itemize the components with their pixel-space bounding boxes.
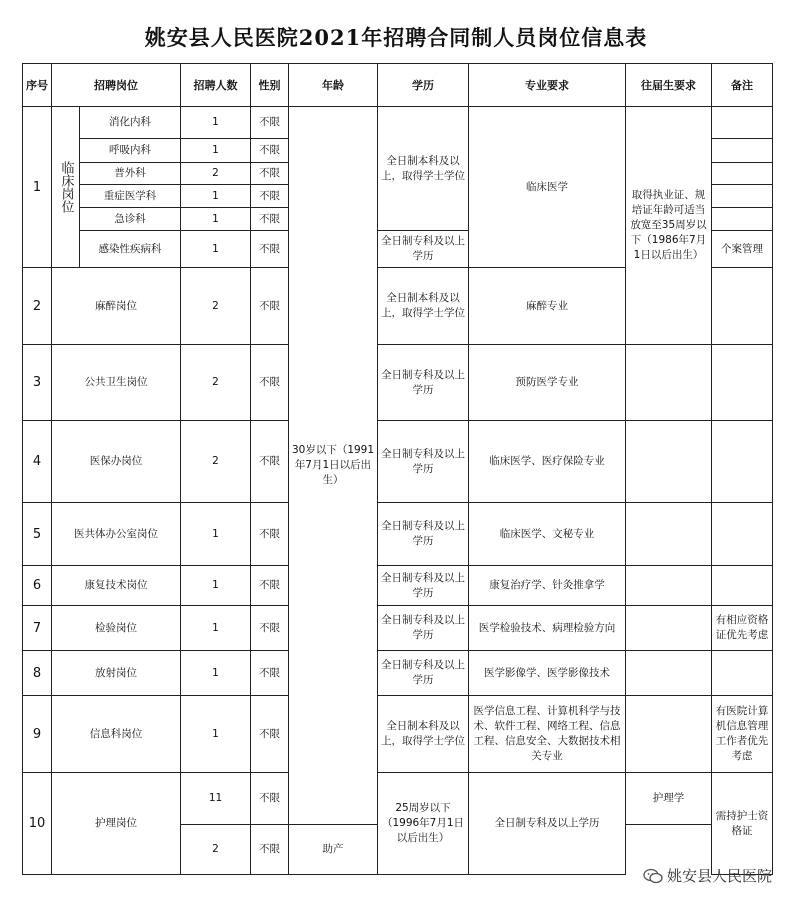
- remark-cell: 有相应资格证优先考虑: [712, 606, 773, 651]
- count-cell: 1: [181, 503, 251, 566]
- sex-cell: 不限: [251, 566, 289, 606]
- previous-grad-cell: [626, 606, 712, 651]
- major-cell: 助产: [289, 825, 378, 875]
- group-label: 临床岗位: [52, 107, 80, 268]
- post-cell: 护理岗位: [52, 773, 181, 875]
- major-cell: 临床医学、医疗保险专业: [469, 421, 626, 503]
- header-age: 年龄: [289, 64, 378, 107]
- major-cell: 护理学: [626, 773, 712, 825]
- table-row: [23, 566, 773, 606]
- count-cell: 1: [181, 696, 251, 773]
- remark-cell: [712, 345, 773, 421]
- major-cell: 预防医学专业: [469, 345, 626, 421]
- header-no: 序号: [23, 64, 52, 107]
- age-cell: 25周岁以下（1996年7月1日以后出生）: [378, 773, 469, 875]
- major-cell: 医学检验技术、病理检验方向: [469, 606, 626, 651]
- education-cell: 全日制本科及以上，取得学士学位: [378, 696, 469, 773]
- remark-cell: [712, 185, 773, 208]
- sex-cell: 不限: [251, 139, 289, 163]
- previous-grad-cell: [626, 503, 712, 566]
- sex-cell: 不限: [251, 231, 289, 268]
- previous-grad-cell: [626, 651, 712, 696]
- row-number: 2: [23, 268, 52, 345]
- previous-grad-cell: [626, 696, 712, 773]
- table-row: [23, 651, 773, 696]
- header-education: 学历: [378, 64, 469, 107]
- count-cell: 2: [181, 421, 251, 503]
- sex-cell: 不限: [251, 773, 289, 825]
- count-cell: 1: [181, 231, 251, 268]
- sex-cell: 不限: [251, 107, 289, 139]
- table-row: [23, 773, 773, 825]
- education-cell: 全日制专科及以上学历: [378, 345, 469, 421]
- education-cell: 全日制本科及以上，取得学士学位: [378, 107, 469, 231]
- education-cell: 全日制专科及以上学历: [378, 421, 469, 503]
- count-cell: 11: [181, 773, 251, 825]
- count-cell: 1: [181, 606, 251, 651]
- row-number: 7: [23, 606, 52, 651]
- education-cell: 全日制专科及以上学历: [378, 651, 469, 696]
- table-row: [23, 107, 773, 139]
- sex-cell: 不限: [251, 268, 289, 345]
- sex-cell: 不限: [251, 503, 289, 566]
- count-cell: 2: [181, 825, 251, 875]
- row-number: 10: [23, 773, 52, 875]
- post-cell: 信息科岗位: [52, 696, 181, 773]
- table-row: [23, 696, 773, 773]
- header-remark: 备注: [712, 64, 773, 107]
- post-cell: 医共体办公室岗位: [52, 503, 181, 566]
- age-cell: 30岁以下（1991年7月1日以后出生）: [289, 107, 378, 825]
- major-cell: 临床医学: [469, 107, 626, 268]
- row-number: 8: [23, 651, 52, 696]
- major-cell: 医学信息工程、计算机科学与技术、软件工程、网络工程、信息工程、信息安全、大数据技术相关专业: [469, 696, 626, 773]
- post-cell: 感染性疾病科: [80, 231, 181, 268]
- count-cell: 1: [181, 107, 251, 139]
- watermark: [643, 865, 772, 886]
- row-number: 3: [23, 345, 52, 421]
- post-cell: 麻醉岗位: [52, 268, 181, 345]
- remark-cell: [712, 107, 773, 139]
- previous-grad-cell: [626, 345, 712, 421]
- remark-cell: [712, 503, 773, 566]
- count-cell: 1: [181, 185, 251, 208]
- remark-cell: [712, 163, 773, 185]
- count-cell: 2: [181, 163, 251, 185]
- education-cell: 全日制专科及以上学历: [378, 606, 469, 651]
- post-cell: 重症医学科: [80, 185, 181, 208]
- post-cell: 康复技术岗位: [52, 566, 181, 606]
- sex-cell: 不限: [251, 696, 289, 773]
- header-post: 招聘岗位: [52, 64, 181, 107]
- count-cell: 1: [181, 651, 251, 696]
- major-cell: 医学影像学、医学影像技术: [469, 651, 626, 696]
- sex-cell: 不限: [251, 606, 289, 651]
- education-cell: 全日制专科及以上学历: [378, 231, 469, 268]
- row-number: 1: [23, 107, 52, 268]
- row-number: 4: [23, 421, 52, 503]
- remark-cell: [712, 208, 773, 231]
- post-cell: 普外科: [80, 163, 181, 185]
- major-cell: 康复治疗学、针灸推拿学: [469, 566, 626, 606]
- remark-cell: [712, 566, 773, 606]
- count-cell: 2: [181, 345, 251, 421]
- remark-cell: 个案管理: [712, 231, 773, 268]
- post-cell: 检验岗位: [52, 606, 181, 651]
- header-row: [23, 64, 773, 107]
- count-cell: 1: [181, 208, 251, 231]
- education-cell: 全日制专科及以上学历: [469, 773, 626, 875]
- education-cell: 全日制专科及以上学历: [378, 566, 469, 606]
- remark-cell: [712, 139, 773, 163]
- sex-cell: 不限: [251, 651, 289, 696]
- post-cell: 公共卫生岗位: [52, 345, 181, 421]
- remark-cell: [712, 268, 773, 345]
- previous-grad-cell: [626, 421, 712, 503]
- sex-cell: 不限: [251, 345, 289, 421]
- row-number: 5: [23, 503, 52, 566]
- table-row: [23, 606, 773, 651]
- previous-grad-cell: [626, 566, 712, 606]
- previous-grad-cell: 需持护士资格证: [712, 773, 773, 875]
- post-cell: 消化内科: [80, 107, 181, 139]
- sex-cell: 不限: [251, 825, 289, 875]
- count-cell: 1: [181, 139, 251, 163]
- education-cell: 全日制本科及以上，取得学士学位: [378, 268, 469, 345]
- post-cell: 呼吸内科: [80, 139, 181, 163]
- previous-grad-cell: 取得执业证、规培证年龄可适当放宽至35周岁以下（1986年7月1日以后出生）: [626, 107, 712, 345]
- sex-cell: 不限: [251, 185, 289, 208]
- row-number: 9: [23, 696, 52, 773]
- major-cell: 临床医学、文秘专业: [469, 503, 626, 566]
- count-cell: 2: [181, 268, 251, 345]
- watermark-text: 姚安县人民医院: [666, 867, 772, 885]
- sex-cell: 不限: [251, 163, 289, 185]
- post-cell: 急诊科: [80, 208, 181, 231]
- post-cell: 放射岗位: [52, 651, 181, 696]
- count-cell: 1: [181, 566, 251, 606]
- job-info-table: [22, 63, 773, 875]
- education-cell: 全日制专科及以上学历: [378, 503, 469, 566]
- remark-cell: [712, 651, 773, 696]
- row-number: 6: [23, 566, 52, 606]
- header-count: 招聘人数: [181, 64, 251, 107]
- remark-cell: 有医院计算机信息管理工作者优先考虑: [712, 696, 773, 773]
- header-sex: 性别: [251, 64, 289, 107]
- wechat-icon: [643, 868, 663, 884]
- sex-cell: 不限: [251, 421, 289, 503]
- header-major: 专业要求: [469, 64, 626, 107]
- sex-cell: 不限: [251, 208, 289, 231]
- table-row: [23, 503, 773, 566]
- post-cell: 医保办岗位: [52, 421, 181, 503]
- table-row: [23, 345, 773, 421]
- remark-cell: [712, 421, 773, 503]
- major-cell: 麻醉专业: [469, 268, 626, 345]
- page-title: 姚安县人民医院2021年招聘合同制人员岗位信息表: [144, 25, 648, 50]
- table-row: [23, 421, 773, 503]
- header-previous-grad: 往届生要求: [626, 64, 712, 107]
